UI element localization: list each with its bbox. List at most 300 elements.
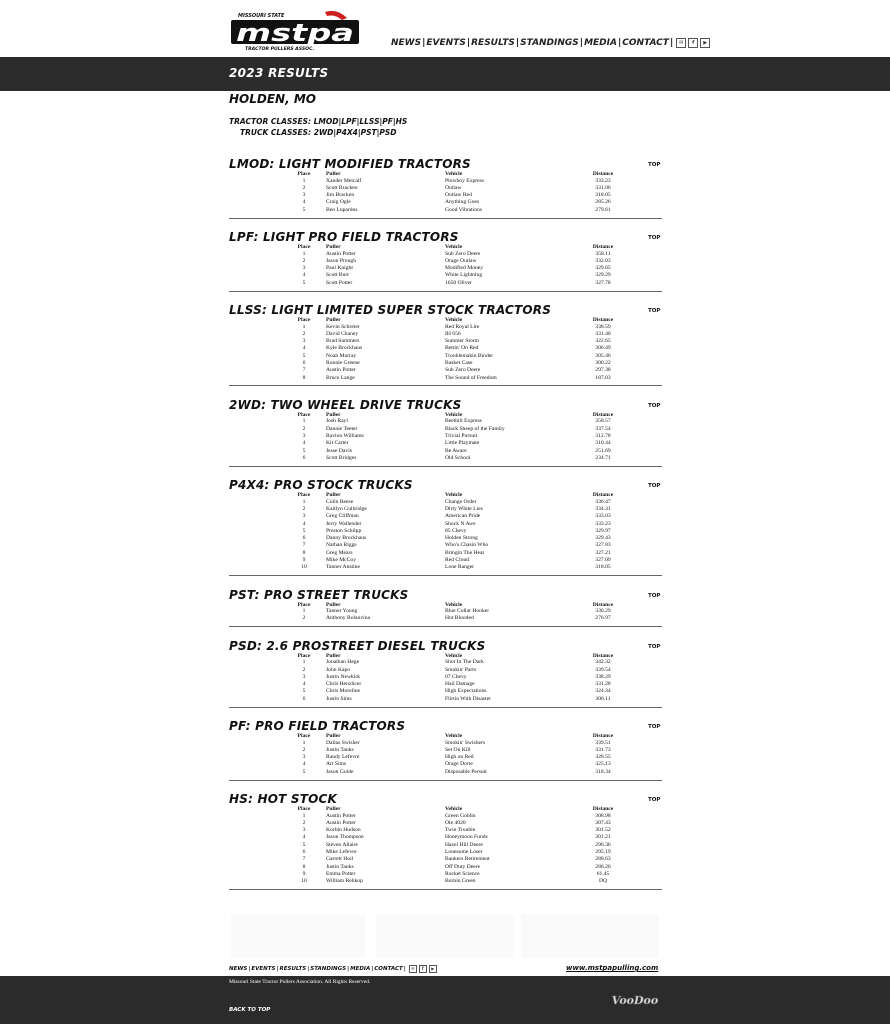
cell-vehicle: Blue Collar Hooker xyxy=(445,608,490,615)
cell-puller: Chris Henzlicer xyxy=(326,681,362,688)
facebook-icon[interactable]: f xyxy=(419,965,427,973)
top-link[interactable]: TOP xyxy=(648,162,661,168)
cell-distance: 251.69 xyxy=(595,447,611,454)
cell-place: 2 xyxy=(302,505,306,512)
nav-separator: | xyxy=(466,38,471,48)
cell-distance: 329.65 xyxy=(595,265,611,272)
table-row xyxy=(282,338,623,345)
cell-puller: Jason Thompson xyxy=(326,834,364,841)
cell-place: 2 xyxy=(302,666,306,673)
column-header-puller: Puller xyxy=(326,411,341,418)
table-row xyxy=(282,178,623,185)
section-divider xyxy=(229,707,662,708)
results-table xyxy=(282,653,623,703)
cell-place: 3 xyxy=(302,432,306,439)
column-header-puller: Puller xyxy=(326,806,341,813)
cell-place: 10 xyxy=(301,564,307,571)
cell-place: 4 xyxy=(302,440,306,447)
cell-place: 9 xyxy=(302,557,306,564)
cell-distance: 296.36 xyxy=(595,841,611,848)
cell-puller: Kevin Schreier xyxy=(326,323,360,330)
cell-vehicle: The Sound of Freedom xyxy=(445,374,497,381)
class-link-2wd[interactable]: 2WD xyxy=(313,128,334,137)
cell-vehicle: Lone Ranger xyxy=(445,564,475,571)
column-header-puller: Puller xyxy=(326,601,341,608)
cell-distance: 327.21 xyxy=(595,549,611,556)
cell-place: 3 xyxy=(302,338,306,345)
cell-distance: 288.63 xyxy=(595,856,611,863)
facebook-icon[interactable]: f xyxy=(688,38,698,48)
column-header-distance: Distance xyxy=(592,652,614,659)
cell-vehicle: Shot In The Dark xyxy=(445,659,484,666)
results-table xyxy=(282,412,623,462)
section-divider xyxy=(229,466,662,467)
table-row xyxy=(282,455,623,462)
footer-nav-separator: | xyxy=(403,966,406,972)
footer-nav-news[interactable]: NEWS xyxy=(229,966,248,972)
section-divider xyxy=(229,218,662,219)
cell-place: 6 xyxy=(302,359,306,366)
cell-puller: William Rehkop xyxy=(326,878,363,885)
cell-distance: 337.54 xyxy=(595,425,611,432)
table-row xyxy=(282,192,623,199)
cell-puller: Preston Schilpp xyxy=(326,527,362,534)
cell-place: 3 xyxy=(302,754,306,761)
top-link[interactable]: TOP xyxy=(648,235,661,241)
cell-distance: 234.71 xyxy=(595,454,611,461)
column-header-puller: Puller xyxy=(326,652,341,659)
cell-vehicle: Burnin Green xyxy=(445,878,476,885)
table-row xyxy=(282,418,623,425)
section-divider xyxy=(229,626,662,627)
cell-puller: Randy Lefevre xyxy=(326,754,360,761)
table-row xyxy=(282,258,623,265)
top-link[interactable]: TOP xyxy=(648,592,661,599)
cell-distance: 301.52 xyxy=(595,827,611,834)
cell-distance: 305.46 xyxy=(595,352,611,359)
column-header-place: Place xyxy=(297,601,311,608)
table-row xyxy=(282,265,623,272)
class-separator: | xyxy=(357,128,361,137)
class-link-llss[interactable]: LLSS xyxy=(359,117,380,126)
table-row xyxy=(282,864,623,871)
cell-vehicle: Bringin The Heat xyxy=(445,549,485,556)
column-header-place: Place xyxy=(297,652,311,659)
cell-vehicle: Holden Strong xyxy=(445,535,478,542)
cell-vehicle: American Pride xyxy=(445,513,481,520)
column-header-place: Place xyxy=(297,317,311,323)
cell-vehicle: Basket Case xyxy=(445,359,473,366)
cell-place: 2 xyxy=(302,819,306,826)
cell-puller: Dallas Swisher xyxy=(326,739,360,746)
cell-distance: 306.49 xyxy=(595,345,611,352)
column-header-distance: Distance xyxy=(592,492,614,499)
cell-place: 6 xyxy=(302,454,306,461)
table-row xyxy=(282,199,623,206)
column-header-vehicle: Vehicle xyxy=(445,411,463,418)
cell-puller: Steven Allaire xyxy=(326,841,358,848)
truck-class-links xyxy=(314,128,397,137)
table-row xyxy=(282,761,623,768)
cell-vehicle: Smokin' Swishers xyxy=(445,739,486,746)
column-header-vehicle: Vehicle xyxy=(445,244,463,250)
cell-distance: 61.45 xyxy=(596,870,610,877)
cell-vehicle: 85 Chevy xyxy=(445,527,467,534)
results-table xyxy=(282,492,623,571)
table-row xyxy=(282,557,623,564)
nav-separator: | xyxy=(579,38,584,48)
table-row xyxy=(282,615,623,622)
footer-nav-contact[interactable]: CONTACT xyxy=(374,966,403,972)
cell-puller: Craig Ogle xyxy=(326,199,351,206)
footer-nav-separator: | xyxy=(371,966,374,972)
cell-place: 4 xyxy=(302,761,306,768)
cell-place: 7 xyxy=(302,367,306,374)
mail-icon[interactable]: ✉ xyxy=(676,38,686,48)
table-row xyxy=(282,528,623,535)
cell-puller: Dannie Teeter xyxy=(326,425,358,432)
cell-place: 6 xyxy=(302,535,306,542)
table-row xyxy=(282,740,623,747)
section-title: P4X4: PRO STOCK TRUCKS xyxy=(229,478,413,493)
cell-place: 1 xyxy=(302,498,306,505)
cell-distance: 331.40 xyxy=(595,330,611,337)
cell-vehicle: Sub Zero Deere xyxy=(445,367,481,374)
cell-distance: 331.73 xyxy=(595,746,611,753)
section-title: LLSS: LIGHT LIMITED SUPER STOCK TRACTORS xyxy=(229,303,552,317)
cell-puller: Chris Moreline xyxy=(326,688,361,695)
cell-puller: Jesse Davis xyxy=(326,447,352,454)
cell-place: 10 xyxy=(301,878,307,885)
table-row xyxy=(282,542,623,549)
table-row xyxy=(282,856,623,863)
cell-puller: Nathan Riggs xyxy=(326,542,357,549)
nav-separator: | xyxy=(669,38,674,48)
column-header-vehicle: Vehicle xyxy=(445,733,463,740)
cell-distance: 306.11 xyxy=(595,695,611,702)
section-title: 2WD: TWO WHEEL DRIVE TRUCKS xyxy=(229,397,462,412)
youtube-icon[interactable]: ▶ xyxy=(429,965,437,973)
cell-vehicle: Red Royal Lite xyxy=(445,323,480,330)
cell-vehicle: Hot Blooded xyxy=(445,615,474,622)
mstpa-logo[interactable] xyxy=(229,10,361,52)
cell-place: 2 xyxy=(302,615,306,622)
nav-contact[interactable]: CONTACT xyxy=(622,38,669,48)
cell-vehicle: Twin Trouble xyxy=(445,827,476,834)
cell-vehicle: Smokin' Parts xyxy=(445,666,477,673)
table-row xyxy=(282,820,623,827)
cell-distance: 339.51 xyxy=(595,739,611,746)
class-link-p4x4[interactable]: P4X4 xyxy=(336,128,358,137)
class-link-pf[interactable]: PF xyxy=(382,117,393,126)
cell-distance: 333.23 xyxy=(595,520,611,527)
cell-place: 8 xyxy=(302,863,306,870)
class-separator: | xyxy=(392,117,396,126)
cell-distance: 318.05 xyxy=(595,192,611,199)
section-divider xyxy=(229,575,662,576)
event-location: HOLDEN, MO xyxy=(229,92,316,106)
class-link-psd[interactable]: PSD xyxy=(379,128,397,137)
cell-puller: Emma Potter xyxy=(326,870,356,877)
table-row xyxy=(282,521,623,528)
cell-place: 2 xyxy=(302,425,306,432)
cell-place: 1 xyxy=(302,739,306,746)
column-header-place: Place xyxy=(297,171,311,177)
cell-puller: Austin Potter xyxy=(326,367,356,374)
cell-place: 7 xyxy=(302,542,306,549)
cell-place: 4 xyxy=(302,199,306,206)
table-row xyxy=(282,688,623,695)
cell-puller: Kit Carter xyxy=(326,440,349,447)
nav-events[interactable]: EVENTS xyxy=(426,38,466,48)
column-header-distance: Distance xyxy=(592,411,614,418)
truck-classes-row xyxy=(240,128,397,137)
cell-vehicle: Rocket Science xyxy=(445,870,480,877)
cell-distance: 358.57 xyxy=(595,418,611,425)
table-row xyxy=(282,360,623,367)
column-header-distance: Distance xyxy=(592,601,614,608)
back-to-top-link[interactable]: BACK TO TOP xyxy=(229,1007,271,1013)
cell-distance: 358.11 xyxy=(595,250,611,257)
table-row xyxy=(282,353,623,360)
cell-puller: David Chaney xyxy=(326,330,359,337)
class-link-lpf[interactable]: LPF xyxy=(341,117,357,126)
logo-bottom-text: TRACTOR PULLERS ASSOC. xyxy=(245,47,315,52)
cell-puller: Ronnie Greene xyxy=(326,359,360,366)
footer-nav-standings[interactable]: STANDINGS xyxy=(310,966,347,972)
cell-vehicle: 07 Chevy xyxy=(445,673,467,680)
title-banner xyxy=(0,57,890,91)
cell-distance: 331.06 xyxy=(595,184,611,191)
footer-nav-media[interactable]: MEDIA xyxy=(350,966,371,972)
sponsor-slot xyxy=(376,915,514,958)
cell-distance: 331.28 xyxy=(595,681,611,688)
cell-vehicle: High on Red xyxy=(445,754,474,761)
class-link-hs[interactable]: HS xyxy=(395,117,408,126)
column-header-puller: Puller xyxy=(326,244,341,250)
cell-distance: 327.83 xyxy=(595,542,611,549)
results-table xyxy=(282,733,623,776)
cell-place: 4 xyxy=(302,345,306,352)
section-divider xyxy=(229,889,662,890)
cell-place: 8 xyxy=(302,374,306,381)
table-row xyxy=(282,849,623,856)
cell-vehicle: Off Duty Deere xyxy=(445,863,480,870)
copyright-text: Missouri State Tractor Pullers Association. All Rights Reserved. xyxy=(229,979,371,985)
cell-distance: 276.97 xyxy=(595,615,611,622)
footer-nav-results[interactable]: RESULTS xyxy=(279,966,307,972)
cell-vehicle: IH 656 xyxy=(445,330,461,337)
cell-vehicle: Outlaw xyxy=(445,184,462,191)
site-url-link[interactable]: www.mstpapulling.com xyxy=(566,964,659,972)
voodoo-credit-logo[interactable] xyxy=(612,990,658,1010)
cell-distance: 329.43 xyxy=(595,535,611,542)
cell-place: 5 xyxy=(302,688,306,695)
table-row xyxy=(282,871,623,878)
cell-puller: Greg Cliffman xyxy=(326,513,359,520)
cell-place: 6 xyxy=(302,849,306,856)
cell-distance: 286.26 xyxy=(595,863,611,870)
table-row xyxy=(282,834,623,841)
column-header-vehicle: Vehicle xyxy=(445,601,463,608)
cell-distance: 342.32 xyxy=(595,659,611,666)
cell-distance: 339.54 xyxy=(595,666,611,673)
cell-puller: Anthony Rolanvina xyxy=(326,615,370,622)
cell-puller: Tanner Young xyxy=(326,608,358,615)
cell-vehicle: Summer Storm xyxy=(445,338,480,345)
main-nav xyxy=(391,38,710,48)
cell-puller: Scott Burt xyxy=(326,272,349,279)
cell-place: 3 xyxy=(302,513,306,520)
table-row xyxy=(282,375,623,382)
cell-vehicle: 1650 Oliver xyxy=(445,279,472,286)
cell-place: 4 xyxy=(302,520,306,527)
cell-place: 4 xyxy=(302,834,306,841)
cell-vehicle: Orage Dorte xyxy=(445,761,473,768)
cell-place: 1 xyxy=(302,659,306,666)
cell-distance: 297.38 xyxy=(595,367,611,374)
cell-distance: DQ xyxy=(598,878,608,885)
cell-puller: Jonathan Hege xyxy=(326,659,360,666)
cell-puller: John Kapo xyxy=(326,666,351,673)
cell-distance: 327.78 xyxy=(595,279,611,286)
cell-place: 1 xyxy=(302,608,306,615)
cell-place: 5 xyxy=(302,527,306,534)
footer-nav-events[interactable]: EVENTS xyxy=(251,966,276,972)
cell-distance: 295.19 xyxy=(595,849,611,856)
column-header-distance: Distance xyxy=(592,244,614,250)
cell-puller: Josh Rayl xyxy=(326,418,348,425)
cell-distance: 318.05 xyxy=(595,564,611,571)
nav-news[interactable]: NEWS xyxy=(391,38,422,48)
cell-distance: 329.29 xyxy=(595,272,611,279)
column-header-place: Place xyxy=(297,492,311,499)
tractor-class-links xyxy=(314,117,408,126)
cell-puller: Xander Metcalf xyxy=(326,177,362,184)
table-row xyxy=(282,813,623,820)
section-divider xyxy=(229,780,662,781)
table-row xyxy=(282,448,623,455)
column-header-place: Place xyxy=(297,411,311,418)
top-link[interactable]: TOP xyxy=(648,402,661,409)
cell-vehicle: Little Playmate xyxy=(445,440,480,447)
cell-puller: Colin Reese xyxy=(326,498,354,505)
cell-distance: 285.26 xyxy=(595,199,611,206)
cell-vehicle: Plowboy Express xyxy=(445,177,485,184)
cell-puller: Tanner Anstine xyxy=(326,564,360,571)
class-separator: | xyxy=(333,128,337,137)
cell-place: 2 xyxy=(302,746,306,753)
table-row xyxy=(282,564,623,571)
column-header-distance: Distance xyxy=(592,171,614,177)
top-link[interactable]: TOP xyxy=(648,643,661,650)
cell-puller: Justin Tanks xyxy=(326,746,354,753)
cell-vehicle: Sub Zero Deere xyxy=(445,250,481,257)
table-row xyxy=(282,440,623,447)
class-link-pst[interactable]: PST xyxy=(360,128,377,137)
top-link[interactable]: TOP xyxy=(648,483,661,490)
section-title: LMOD: LIGHT MODIFIED TRACTORS xyxy=(229,157,471,171)
column-header-puller: Puller xyxy=(326,171,341,177)
cell-place: 5 xyxy=(302,279,306,286)
youtube-icon[interactable]: ▶ xyxy=(700,38,710,48)
cell-vehicle: Red Cloud xyxy=(445,557,470,564)
cell-puller: Jerry Wallender xyxy=(326,520,362,527)
table-row xyxy=(282,535,623,542)
top-link[interactable]: TOP xyxy=(648,308,661,314)
logo-top-text: MISSOURI STATE xyxy=(238,13,285,19)
table-row xyxy=(282,185,623,192)
cell-vehicle: Who's Chasin Who xyxy=(445,542,489,549)
top-link[interactable]: TOP xyxy=(648,797,661,804)
class-link-lmod[interactable]: LMOD xyxy=(313,117,339,126)
table-row xyxy=(282,659,623,666)
cell-place: 2 xyxy=(302,184,306,191)
cell-vehicle: Hail Damage xyxy=(445,681,475,688)
cell-vehicle: Bettin' On Red xyxy=(445,345,479,352)
tractor-classes-row xyxy=(229,117,407,126)
table-row xyxy=(282,426,623,433)
cell-vehicle: Dirty White Lies xyxy=(445,505,483,512)
table-row xyxy=(282,367,623,374)
cell-distance: 338.29 xyxy=(595,673,611,680)
footer-nav-separator: | xyxy=(307,966,310,972)
section-divider xyxy=(229,385,662,386)
cell-vehicle: Shock N Awe xyxy=(445,520,476,527)
cell-distance: 328.55 xyxy=(595,754,611,761)
table-row xyxy=(282,513,623,520)
cell-vehicle: Outlaw Red xyxy=(445,192,472,199)
column-header-distance: Distance xyxy=(592,317,614,323)
cell-puller: Kaitlyn Gulbridge xyxy=(326,505,367,512)
mail-icon[interactable]: ✉ xyxy=(409,965,417,973)
cell-distance: 322.65 xyxy=(595,338,611,345)
cell-place: 8 xyxy=(302,549,306,556)
cell-place: 3 xyxy=(302,673,306,680)
cell-place: 2 xyxy=(302,330,306,337)
table-row xyxy=(282,608,623,615)
cell-vehicle: Disposable Persuit xyxy=(445,768,487,775)
table-row xyxy=(282,251,623,258)
cell-vehicle: Be Aware xyxy=(445,447,467,454)
top-link[interactable]: TOP xyxy=(648,724,661,731)
cell-vehicle: Modified Money xyxy=(445,265,484,272)
results-table xyxy=(282,317,623,382)
cell-puller: Bruce Lange xyxy=(326,374,355,381)
table-row xyxy=(282,681,623,688)
column-header-puller: Puller xyxy=(326,317,341,323)
cell-puller: Korbin Hudson xyxy=(326,827,361,834)
cell-place: 2 xyxy=(302,257,306,264)
column-header-place: Place xyxy=(297,244,311,250)
tractor-classes-label: TRACTOR CLASSES: xyxy=(229,117,311,126)
cell-vehicle: High Expectations xyxy=(445,688,487,695)
cell-place: 5 xyxy=(302,447,306,454)
nav-media[interactable]: MEDIA xyxy=(584,38,617,48)
results-table xyxy=(282,244,623,287)
cell-puller: Jason Gulde xyxy=(326,768,354,775)
cell-distance: 324.34 xyxy=(595,688,611,695)
column-header-distance: Distance xyxy=(592,806,614,813)
class-separator: | xyxy=(356,117,360,126)
cell-puller: Scott Bridges xyxy=(326,454,357,461)
nav-results[interactable]: RESULTS xyxy=(471,38,515,48)
cell-place: 3 xyxy=(302,827,306,834)
cell-place: 5 xyxy=(302,841,306,848)
nav-standings[interactable]: STANDINGS xyxy=(520,38,579,48)
logo-main-text: mstpa xyxy=(236,19,354,47)
sponsor-slot xyxy=(231,915,365,958)
